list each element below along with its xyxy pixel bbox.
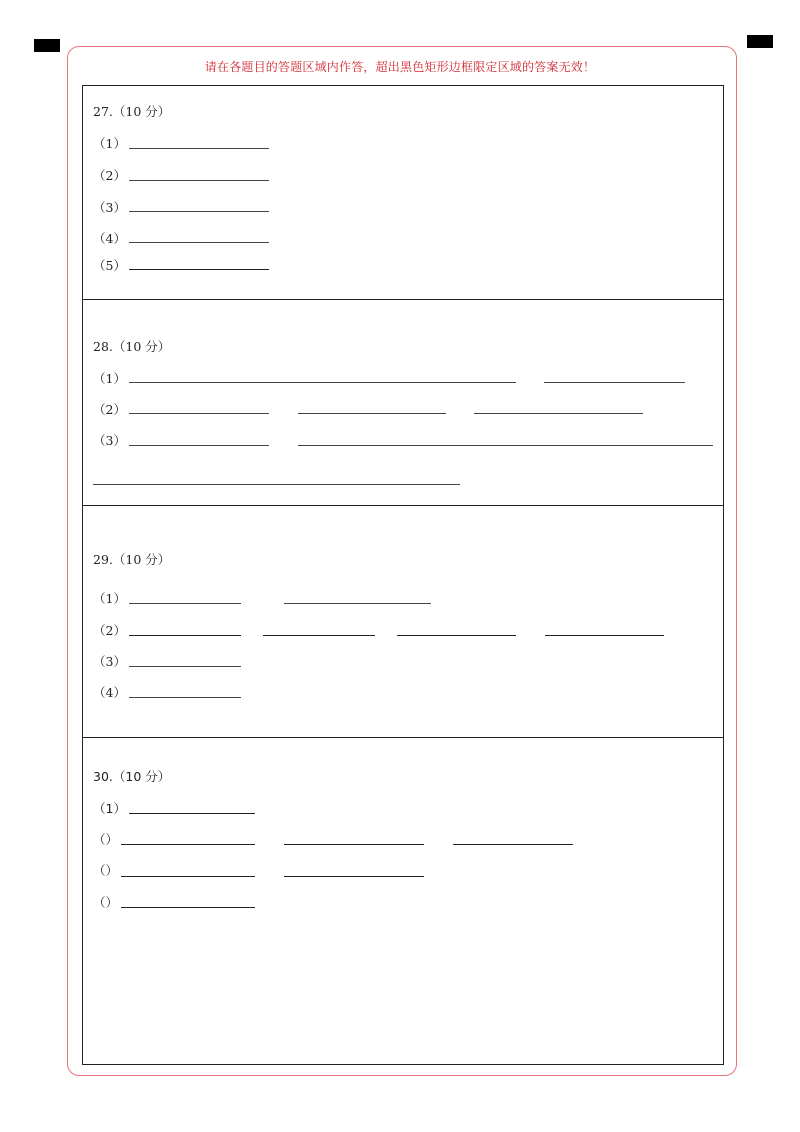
answer-blank[interactable] (121, 844, 255, 845)
question-title: 27.（10 分） (93, 104, 171, 119)
part-label: （2） (93, 402, 126, 417)
question-title: 28.（10 分） (93, 339, 171, 354)
answer-blank[interactable] (129, 666, 241, 667)
answer-blank[interactable] (397, 635, 516, 636)
answer-blank[interactable] (284, 876, 424, 877)
answer-blank[interactable] (129, 382, 516, 383)
answer-blank[interactable] (453, 844, 573, 845)
part-label: （1） (93, 591, 126, 606)
answer-blank[interactable] (129, 697, 241, 698)
part-label: （3） (93, 200, 126, 215)
notice-text: 请在各题目的答题区域内作答，超出黑色矩形边框限定区域的答案无效！ (204, 60, 596, 74)
answer-blank[interactable] (129, 148, 269, 149)
answer-blank[interactable] (93, 484, 460, 485)
answer-blank[interactable] (129, 445, 269, 446)
section-divider (82, 299, 724, 300)
alignment-marker-right (747, 35, 773, 48)
answer-blank[interactable] (129, 180, 269, 181)
part-label: （） (93, 895, 119, 910)
answer-blank[interactable] (284, 603, 431, 604)
answer-blank[interactable] (284, 844, 424, 845)
answer-blank[interactable] (544, 382, 685, 383)
answer-blank[interactable] (545, 635, 664, 636)
part-label: （2） (93, 623, 126, 638)
answer-blank[interactable] (121, 876, 255, 877)
part-label: （3） (93, 433, 126, 448)
part-label: （1） (93, 136, 126, 151)
section-divider (82, 737, 724, 738)
part-label: （） (93, 832, 119, 847)
question-title: 30.（10 分） (93, 769, 171, 784)
part-label: （5） (93, 258, 126, 273)
answer-blank[interactable] (121, 907, 255, 908)
part-label: （2） (93, 168, 126, 183)
section-divider (82, 505, 724, 506)
answer-blank[interactable] (298, 445, 713, 446)
answer-blank[interactable] (129, 413, 269, 414)
part-label: （） (93, 863, 119, 878)
answer-box (82, 85, 724, 1065)
answer-blank[interactable] (129, 269, 269, 270)
alignment-marker-left (34, 39, 60, 52)
answer-blank[interactable] (129, 211, 269, 212)
answer-blank[interactable] (129, 242, 269, 243)
answer-blank[interactable] (263, 635, 375, 636)
part-label: （1） (93, 371, 126, 386)
answer-blank[interactable] (298, 413, 446, 414)
answer-blank[interactable] (129, 813, 255, 814)
answer-blank[interactable] (474, 413, 643, 414)
part-label: （4） (93, 231, 126, 246)
answer-blank[interactable] (129, 635, 241, 636)
part-label: （3） (93, 654, 126, 669)
part-label: （4） (93, 685, 126, 700)
answer-blank[interactable] (129, 603, 241, 604)
question-title: 29.（10 分） (93, 552, 171, 567)
part-label: （1） (93, 801, 126, 816)
